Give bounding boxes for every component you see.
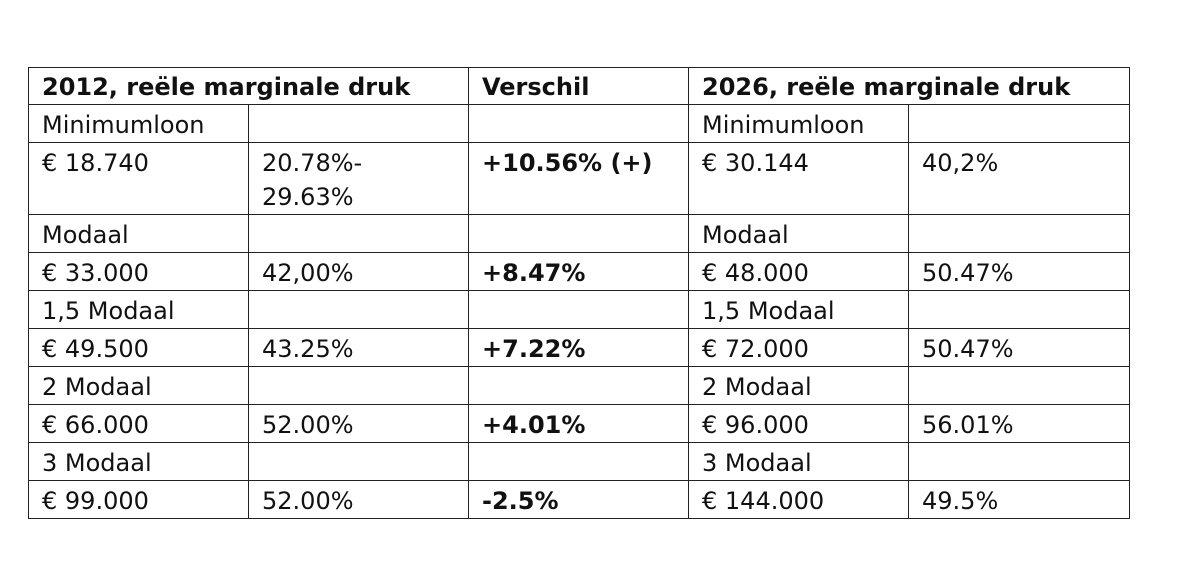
table-row-values: [29, 481, 1130, 519]
rate-2012-line2: 29.63%: [262, 183, 354, 211]
rate-2012: 52.00%: [249, 405, 469, 443]
marginal-pressure-table: [28, 67, 1130, 519]
empty-cell: [909, 215, 1130, 253]
rate-2026: 50.47%: [909, 253, 1130, 291]
rate-2026: 56.01%: [909, 405, 1130, 443]
header-difference: Verschil: [469, 68, 689, 105]
table-row-label: [29, 291, 1130, 329]
empty-cell: [469, 291, 689, 329]
difference-value: +4.01%: [469, 405, 689, 443]
rate-2012: 42,00%: [249, 253, 469, 291]
table-row-values: [29, 329, 1130, 367]
empty-cell: [469, 215, 689, 253]
empty-cell: [909, 105, 1130, 143]
table-row-values: [29, 143, 1130, 215]
income-2026: € 72.000: [689, 329, 909, 367]
empty-cell: [909, 291, 1130, 329]
category-label-2026: Modaal: [689, 215, 909, 253]
difference-value: -2.5%: [469, 481, 689, 519]
empty-cell: [249, 105, 469, 143]
header-2026: 2026, reële marginale druk: [689, 68, 1130, 105]
empty-cell: [909, 367, 1130, 405]
table-row-values: [29, 253, 1130, 291]
rate-2012: [249, 143, 469, 215]
table-row-values: [29, 405, 1130, 443]
category-label-2026: Minimumloon: [689, 105, 909, 143]
category-label-2012: 1,5 Modaal: [29, 291, 249, 329]
income-2026: € 96.000: [689, 405, 909, 443]
rate-2012: 43.25%: [249, 329, 469, 367]
table-row-label: [29, 367, 1130, 405]
header-2012: 2012, reële marginale druk: [29, 68, 469, 105]
category-label-2026: 3 Modaal: [689, 443, 909, 481]
category-label-2012: 2 Modaal: [29, 367, 249, 405]
income-2012: € 49.500: [29, 329, 249, 367]
rate-2012-line1: 20.78%-: [262, 149, 363, 177]
empty-cell: [249, 443, 469, 481]
income-2026: € 30.144: [689, 143, 909, 215]
income-2012: € 99.000: [29, 481, 249, 519]
empty-cell: [469, 443, 689, 481]
rate-2012: 52.00%: [249, 481, 469, 519]
empty-cell: [249, 291, 469, 329]
difference-value: +8.47%: [469, 253, 689, 291]
category-label-2012: Modaal: [29, 215, 249, 253]
income-2026: € 144.000: [689, 481, 909, 519]
empty-cell: [249, 367, 469, 405]
rate-2026: 40,2%: [909, 143, 1130, 215]
empty-cell: [469, 105, 689, 143]
income-2012: € 33.000: [29, 253, 249, 291]
category-label-2026: 2 Modaal: [689, 367, 909, 405]
empty-cell: [909, 443, 1130, 481]
table-row-label: [29, 105, 1130, 143]
empty-cell: [469, 367, 689, 405]
income-2012: € 66.000: [29, 405, 249, 443]
category-label-2012: Minimumloon: [29, 105, 249, 143]
income-2026: € 48.000: [689, 253, 909, 291]
rate-2026: 49.5%: [909, 481, 1130, 519]
difference-value: +7.22%: [469, 329, 689, 367]
income-2012: € 18.740: [29, 143, 249, 215]
empty-cell: [249, 215, 469, 253]
rate-2026: 50.47%: [909, 329, 1130, 367]
table-row-label: [29, 215, 1130, 253]
difference-value: +10.56% (+): [469, 143, 689, 215]
category-label-2012: 3 Modaal: [29, 443, 249, 481]
category-label-2026: 1,5 Modaal: [689, 291, 909, 329]
table-row-label: [29, 443, 1130, 481]
table-header-row: [29, 68, 1130, 105]
